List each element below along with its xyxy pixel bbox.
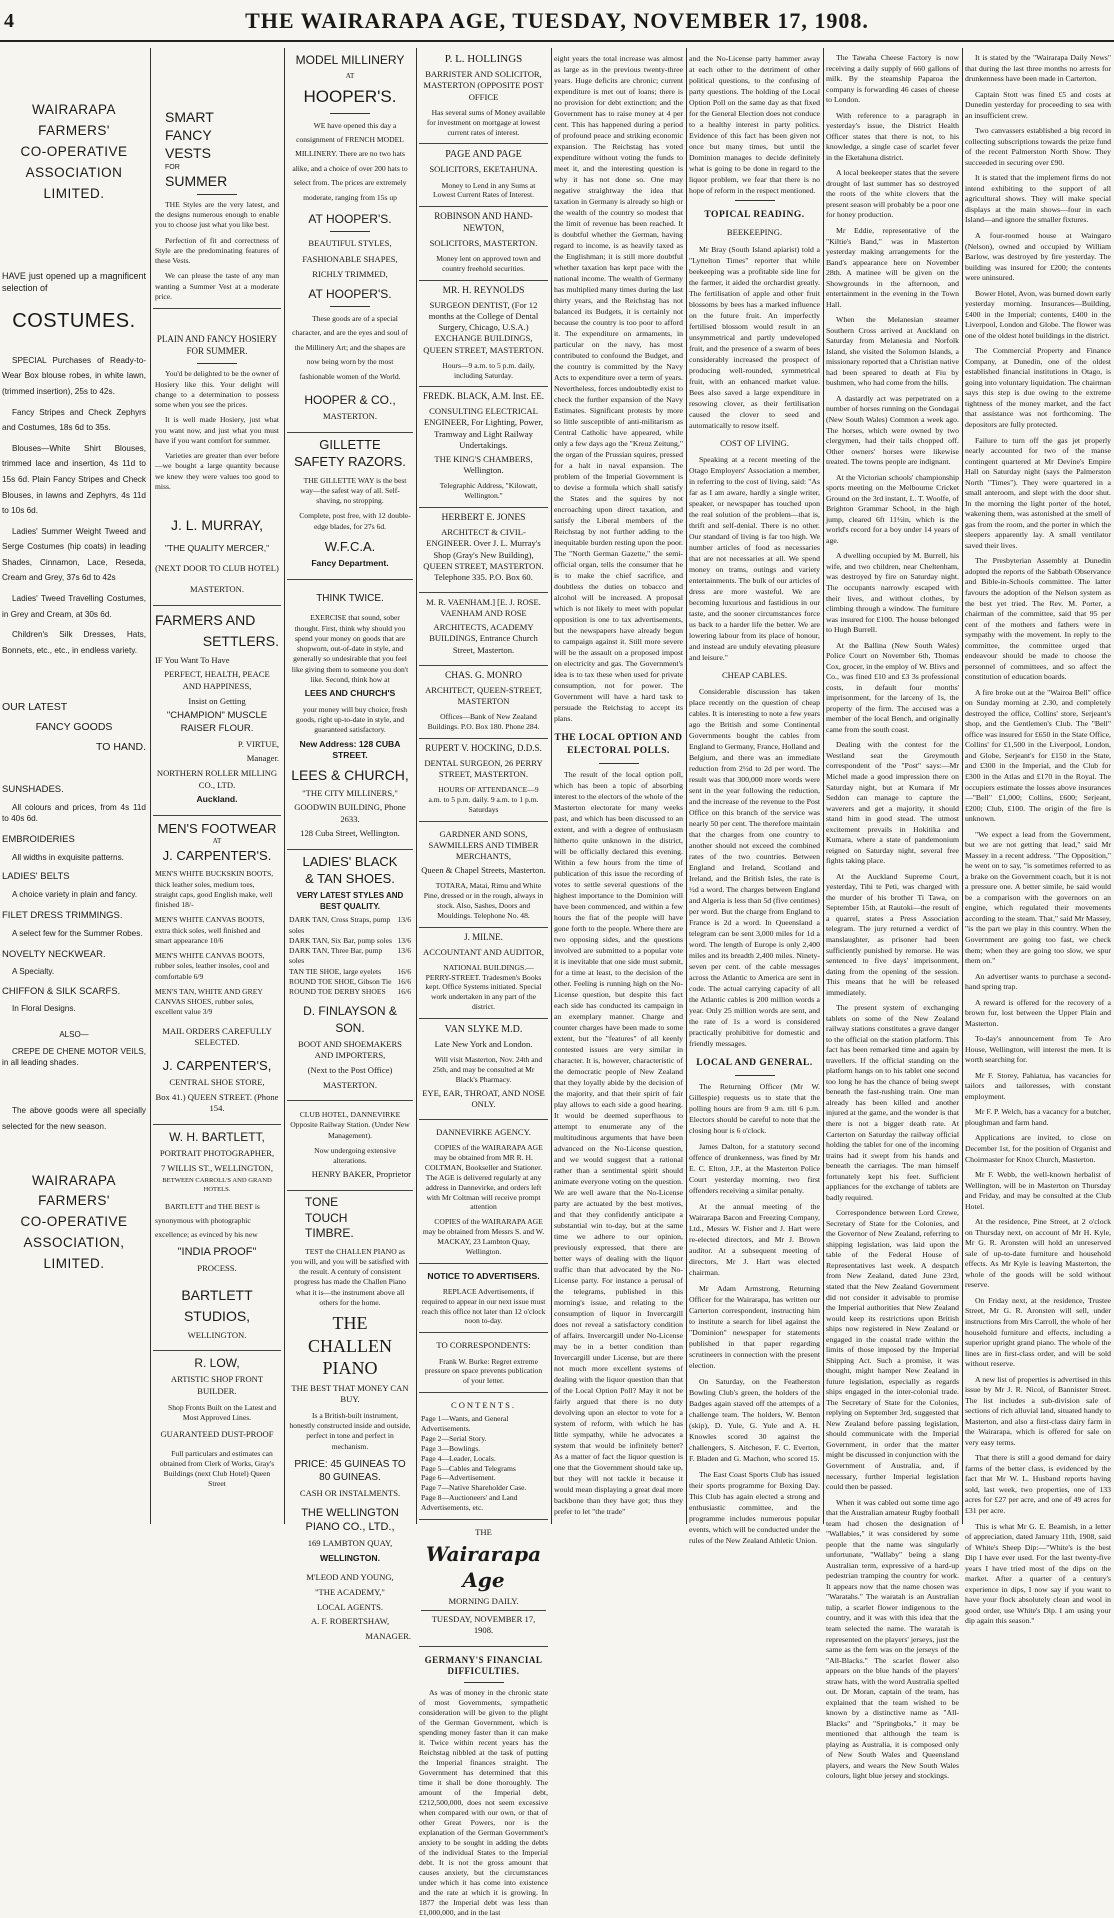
contents-item: Page 8—Auctioneers' and Land Advertisements, etc.: [421, 1493, 518, 1512]
costumes-intro: HAVE just opened up a magnificent selection of: [2, 270, 146, 293]
column-2-ads: [153, 48, 281, 1524]
news-item: When it was cabled out some time ago that the Australian amateur Rugby football team had chosen the designation of "Wallabies," it was considered by some people that the name was singularly unfortunate, "Wallaby" being a slang Australian term, expressive of a hard-up pedestrian tramping the country for work. It appears now that the name chosen was "Waratahs." The waratah is an Australian tulip, a scarlet flower indigenous to the country, and it was with this idea that the team selected the name. The waratah is represented on the players' jerseys, just the same as the fern was on the jerseys of the "All-Blacks." The scarlet flower also appears on the blue hands of the players' straw hats, with the word Australia spelled out. Dr Moran, captain of the team, has explained that the team wished to be known by a distinctive name as "All-Blacks" and "Springboks," it may be mentioned that although the team is playing as Australia, it is composed only of New South Wales and Queensland players, and wears the New South Wales colours, light blue jersey and stockings.: [826, 1497, 959, 1781]
news-item: With reference to a paragraph in yesterday's issue, the District Health Officer states that there is not, to his knowledge, a single case of scarlet fever in the Eketahuna district.: [826, 110, 959, 162]
robinson-card: ROBINSON AND HAND-NEWTON, SOLICITORS, MASTERTON. Money lent on approved town and country freehold securities.: [419, 207, 548, 280]
sunshades-text: All colours and prices, from 4s 11d to 40s 6d.: [2, 802, 146, 823]
millinery-ad: MODEL MILLINERY AT HOOPER'S. WE have opened this day a consignment of FRENCH MODEL MILLINERY. There are no two hats alike, and a choice of over 200 hats to select from. The prices are extremely moderate, ranging from 15s up AT HOOPER'S. BEAUTIFUL STYLES, FASHIONABLE SHAPES, RICHLY TRIMMED, AT HOOPER'S. These goods are of a special character, and are the eyes and soul of the Millinery Art; and the shapes are now being worn by the most fashionable women of the World. HOOPER & CO., MASTERTON.: [287, 48, 413, 433]
column-7-news: [826, 48, 960, 1781]
beekeeping-article: Mr Bray (South Island apiarist) told a "Lyttelton Times" reporter that while beekeeping was a profitable side line for the farmer, it aided the orchardist greatly. The fertilisation of apple and other fruit blossoms by bees has a marked influence on the future fruit. An imperfectly fertilised blossom would result in an unsymmetrical and partly undeveloped fruit, and the presence of a swarm of bees considerably increased the prospect of producing well-rounded, symmetrical fruit, with an enhanced market value. Bees also saved a large expenditure in resowing clover, as their fertilisation caused the clover to seed and automatically to resow itself.: [689, 244, 820, 430]
shoe-price-row: DARK TAN, Six Bar, pump soles 13/6: [289, 935, 411, 945]
news-item: The Tawaha Cheese Factory is now receiving a daily supply of 660 gallons of milk. By the steamship Paparoa the company is forwarding 46 cases of cheese to London.: [826, 53, 959, 105]
special-item: Ladies' Tweed Travelling Costumes, in Grey and Cream, at 30s 6d.: [2, 593, 146, 619]
news-item: Captain Stott was fined £5 and costs at Dunedin yesterday for proceeding to sea with an insufficient crew.: [965, 89, 1111, 120]
crepe-text: CREPE DE CHENE MOTOR VEILS, in all leading shades.: [2, 1047, 146, 1068]
news-item: Mr F. Webb, the well-known herbalist of Wellington, will be in Masterton on Thursday and Friday, and may be consulted at the Club Hotel.: [965, 1170, 1111, 1211]
closing-text: The above goods were all specially selected for the new season.: [2, 1106, 146, 1131]
news-item: At the Ballina (New South Wales) Police Court on November 6th, Thomas Cox, grocer, in the employ of W. Blivs and Co., was fined £10 and £3 3s professional costs, in default four months' imprisonment, for the larceny of 1s, the property of the firm. The accused was a member of the local Bench, and originally came from the south coast.: [826, 640, 959, 734]
specials-list: [2, 353, 146, 658]
belts-text: A choice variety in plain and fancy.: [12, 889, 138, 899]
page-number: 4: [4, 10, 14, 32]
flour-ad: FARMERS AND SETTLERS. IF You Want To Have PERFECT, HEALTH, PEACE AND HAPPINESS, Insist on Getting "CHAMPION" MUSCLE RAISER FLOUR. P. VIRTUE, Manager. NORTHERN ROLLER MILLING CO., LTD. Auckland.: [153, 606, 281, 816]
germany-article: GERMANY'S FINANCIAL DIFFICULTIES. As was of money in the chronic state of most Governments, sympathetic consideration will be given to the plight of the German Government, which is spending money faster than it can make it. Twice within recent years has the Reichstag nibbled at the task of putting the Imperial finances straight. The Government has determined that this time it shall be done thoroughly. The amount of the Imperial debt, £212,500,000, does not seem excessive when compared with our own, or that of other Great Powers, nor is the explanation of the German Government's anxiety to be sought in adding the debts of the individual States to the Imperial debt. It is not the gross amount that causes anxiety, but the circumstances under which it has come into existence and the rate at which it is growing. In 1877 the Imperial debt was less than £1,000,000, and in the last: [419, 1654, 548, 1917]
also-label: ALSO—: [59, 1030, 89, 1040]
local-option-heading: THE LOCAL OPTION AND ELECTORAL POLLS.: [554, 733, 683, 757]
column-8-news: [965, 48, 1111, 1626]
news-item: A local beekeeper states that the severe drought of last summer has so destroyed the roots of the white clovers that the present season will probably be a poor one for honey production.: [826, 168, 959, 220]
news-item: On Saturday, on the Featherston Bowling Club's green, the holders of the Badges again staved off the attempts of a challenge team. The holders, W. Benton (skip), D. Yule, G. Yule and A. H. Knowles scored 30 against the challengers, S. Aitcheson, F. C. Everton, F. Bladen and G. Machon, who scored 15.: [689, 1376, 820, 1463]
news-item: On Friday next, at the residence, Trustee Street, Mr G. R. Aronsten will sell, under instructions from Mrs Carroll, the whole of her household furniture and effects, including a superior upright grand piano. The whole of the lines are in first-class order, and will be sold without reserve.: [965, 1295, 1111, 1369]
hosiery-ad: PLAIN AND FANCY HOSIERY FOR SUMMER. You'd be delighted to be the owner of Hosiery like this. Your delight will change to a determination to possess some when you see the prices. It is well made Hosiery, just what you want now, and just what you must have if you want comfort for summer. Varieties are greater than ever before —we bought a large quantity because we knew they were values too good to miss. J. L. MURRAY, "THE QUALITY MERCER," (NEXT DOOR TO CLUB HOTEL) MASTERTON.: [153, 309, 281, 606]
column-rule: [686, 48, 687, 1524]
special-item: SPECIAL Purchases of Ready-to-Wear Box blouse robes, in white lawn, (trimmed insertion), 25s to 42s.: [2, 355, 146, 397]
news-item: Two canvassers established a big record in collecting subscriptions towards the prize fund of the recent Palmerston North Show. They succeeded in securing over £90.: [965, 126, 1111, 167]
page-card: PAGE AND PAGE SOLICITORS, EKETAHUNA. Money to Lend in any Sums at Lowest Current Rates of Interest.: [419, 144, 548, 207]
column-rule: [150, 48, 151, 1524]
news-item: Bower Hotel, Avon, was burned down early yesterday morning. Insurances—Building, £400 in the Imperial; contents, £400 in the Liverpool, London and Globe. The flower was one of the oldest hotel buildings in the district.: [965, 288, 1111, 340]
jones-card: HERBERT E. JONES ARCHITECT & CIVIL-ENGINEER. Over J. L. Murray's Shop (Gray's New Building), QUEEN STREET, MASTERTON. Telephone 335. P.O. Box 60.: [419, 508, 548, 593]
news-item: The East Coast Sports Club has issued their sports programme for Boxing Day. This Club has again elected a strong and enthusiastic committee, and the programme includes numerous popular events, which will be conducted under the rules of the New Zealand Athletic Union.: [689, 1469, 820, 1545]
fancy-goods: OUR LATEST FANCY GOODS TO HAND.: [2, 701, 146, 754]
news-item: Dealing with the contest for the Westland seat the Greymouth correspondent of the "Post" says:—Mr Michel made a good impression there on Saturday night, but at Kumara if Mr Seddon can manage to capture the waverers and get a majority, it should stand him in good stead. The utmost excitement prevails in Hokitika and Kumara, where a state of pandemonium reigned on Saturday night, several free fights taking place.: [826, 740, 959, 866]
column-rule: [284, 48, 285, 1524]
news-item: An advertiser wants to purchase a second-hand spring trap.: [965, 971, 1111, 992]
news-item: That there is still a good demand for dairy farms of the better class, is evidenced by the fact that Mr W. L. Husband reports having sold, last week, two properties, one of 133 acres for £27 per acre, and one of 49 acres for £31 per acre.: [965, 1453, 1111, 1515]
shoe-price-row: DARK TAN, Three Bar, pump soles 13/6: [289, 946, 411, 966]
embroideries-title: EMBROIDERIES: [2, 834, 75, 846]
news-item: Applications are invited, to close on December 1st, for the position of Organist and Choirmaster for Knox Church, Masterton.: [965, 1133, 1111, 1164]
news-item: This is what Mr G. E. Beamish, in a letter of appreciation, dated January 11th, 1908, said of White's Sheep Dip:—"White's is the best Dip I have ever used. For the last twenty-five years I have tried most of the dips on the market. After a quarter of a century's experience in dips, I now say if you want to have your flock absolutely clean and wool in good order, use White's Dip. I am using your dip again this season.": [965, 1521, 1111, 1626]
vaenham-card: M. R. VAENHAM.] [E. J. ROSE. VAENHAM AND ROSE ARCHITECTS, ACADEMY BUILDINGS, Entrance Church Street, Masterton.: [419, 593, 548, 666]
news-item: The Returning Officer (Mr W. Gillespie) requests us to state that the polling hours are from 9 a.m. till 6 p.m. Electors should be careful to note that the closing hour is 6 o'clock.: [689, 1081, 820, 1135]
shoe-price-row: DARK TAN, Cross Straps, pump soles 13/6: [289, 915, 411, 935]
farmers-association-name: WAIRARAPA FARMERS' CO-OPERATIVE ASSOCIATION LIMITED.: [20, 102, 128, 201]
news-item: To-day's announcement from Te Aro House, Wellington, will interest the men. It is worth searching for.: [965, 1034, 1111, 1065]
column-4-professional: [419, 48, 548, 1917]
to-correspondents: TO CORRESPONDENTS: Frank W. Burke: Regret extreme pressure on space prevents publication of your letter.: [419, 1333, 548, 1393]
news-item: "We expect a lead from the Government, but we are not getting that lead," said Mr Massey in a recent address. "The Opposition," he went on to say, "is sometimes referred to as a brake on the Government coach, but it is not a pressure one. A better simile, he said would be a comparison with the governors on an engine, which regulated their movements according to the steam. That," said Mr Massey, "is the part we play in this country. When the Government are going too fast, we check them; when they are going too slow, we spur them on.": [965, 829, 1111, 966]
news-item: A reward is offered for the recovery of a brown fur, lost between the Upper Plain and Masterton.: [965, 997, 1111, 1028]
local-general-heading: LOCAL AND GENERAL.: [696, 1058, 813, 1069]
contents-item: Page 2—Serial Story.: [421, 1433, 487, 1443]
paper-nameplate: THE Wairarapa Age MORNING DAILY. TUESDAY, NOVEMBER 17, 1908.: [419, 1520, 548, 1647]
special-item: Fancy Stripes and Check Zephyrs and Costumes, 18s 6d to 35s.: [2, 407, 146, 433]
club-hotel-ad: CLUB HOTEL, DANNEVIRKE Opposite Railway Station. (Under New Management). Now undergoing extensive alterations. HENRY BAKER, Proprietor: [287, 1101, 413, 1191]
news-item: The Presbyterian Assembly at Dunedin adopted the reports of the Sabbath Observance and Bible-in-Schools committee. The latter favours the adoption of the Nelson system as the best yet tried. The Rev. M. Porter, a chairman of the committee, said that 95 per cent of the mothers and fathers were in sympathy with the movement. In reply to the committee, the committee urged that endeavour should be made to choose the personnel of committees, and so affect the constitution of education boards.: [965, 556, 1111, 682]
news-item: It is stated that the implement firms do not intend exhibiting to the support of all agricultural shows. They will make special displays at the main shows—four in each Island—and ignore the smaller fixtures.: [965, 173, 1111, 225]
ladies-shoes-ad: LADIES' BLACK & TAN SHOES. VERY LATEST STYLES AND BEST QUALITY. DARK TAN, Cross Straps, pump soles 13/6 DARK TAN, Six Bar, pump soles 13/6 DARK TAN, Three Bar, pump soles 13/6 TAN TIE SHOE, large eyelets 16/6 ROUND TOE SHOE, Gibson Tie 16/6 ROUND TOE DERBY SHOES 16/6 D. FINLAYSON & SON. BOOT AND SHOEMAKERS AND IMPORTERS, (Next to the Post Office) MASTERTON.: [287, 850, 413, 1101]
mens-footwear-ad: MEN'S FOOTWEAR AT J. CARPENTER'S. MEN'S WHITE BUCKSKIN BOOTS, thick leather soles, medium toes, straight caps, good English make, well finished 18/- MEN'S WHITE CANVAS BOOTS, extra thick soles, well finished and smart appearance 10/6 MEN'S WHITE CANVAS BOOTS, rubber soles, leather insoles, cool and comfortable 6/9 MEN'S TAN, WHITE AND GREY CANVAS SHOES, rubber soles, excellent value 3/9 MAIL ORDERS CAREFULLY SELECTED. J. CARPENTER'S, CENTRAL SHOE STORE, Box 41.) QUEEN STREET. (Phone 154.: [153, 816, 281, 1125]
special-item: Blouses—White Shirt Blouses, trimmed lace and insertion, 4s 11d to 15s 6d. Plain Fancy Stripes and Check Blouses, in lawns and Zephyrs, 4s 11d to 10s 6d.: [2, 443, 146, 516]
cheap-cables-article: Considerable discussion has taken place recently on the question of cheap cables. It is interesting to note a few years ago the British and some Continental Governments bought the cables from England to Germany, France, Holland and Belgium, and there was an immediate reduction from 2½d to 2d per word. The result was that 300,000 more words were sent in the year following the reduction, and the increase of the revenue to the Post Office on this branch of the service was nearly 50 per cent. The therefore maintain that the charges from one country to another should not exceed the combined rates of the two countries. Between England and Ireland, Scotland and Ireland, and the British Isles, the rate is ½d a word. The charges between England and Algeria is less than 5d (five centimes) per word. But the charge from England to France is 2d a word. In Queensland a telegram can be sent 3,000 miles for 1d a word. The length of Europe is only 2,400 miles and its breadth 2,400 miles. Ninety-seven per cent. of the cable messages across the Atlantic to America are sent in code. The actual carrying capacity of all the Atlantic cables is 200 million words a year. Only 25 million words are sent, and the rate of 1s a word is considered practically prohibitive for domestic and friendly messages.: [689, 687, 820, 1049]
farmers-association-name-footer: WAIRARAPA FARMERS' CO-OPERATIVE ASSOCIATION, LIMITED.: [20, 1172, 128, 1272]
black-card: FREDK. BLACK, A.M. Inst. EE. CONSULTING ELECTRICAL ENGINEER, For Lighting, Power, Tramway and Light Railway Undertakings. THE KING'S CHAMBERS, Wellington. Telegraphic Address, "Kilowatt, Wellington.": [419, 387, 548, 507]
contents-item: Page 4—Leader, Locals.: [421, 1453, 496, 1463]
neckwear-text: A Specialty.: [12, 967, 55, 977]
neckwear-title: NOVELTY NECKWEAR.: [2, 948, 106, 960]
contents-item: Page 6—Advertisement.: [421, 1473, 496, 1483]
reynolds-card: MR. H. REYNOLDS SURGEON DENTIST, (For 12 months at the College of Dental Surgery, Chicago, U.S.A.) EXCHANGE BUILDINGS, QUEEN STREET, MASTERTON. Hours—9 a.m. to 5 p.m. daily, including Saturday.: [419, 281, 548, 388]
dannevirke-agency: DANNEVIRKE AGENCY. COPIES of the WAIRARAPA AGE may be obtained from MR R. H. COLTMAN, Bookseller and Stationer. The AGE is delivered regularly at any address in Dannevirke, and orders left with Mr Coltman will receive prompt attention COPIES of the WAIRARAPA AGE may be obtained from Messrs S. and W. MACKAY, 23 Lambton Quay, Wellington.: [419, 1120, 548, 1264]
news-item: The Commercial Property and Finance Company, at Dunedin, one of the oldest established financial institutions in Otago, is going into voluntary liquidation. The chairman says this step is due owing to the extreme tightness of the money market, and the fact that assistance was not forthcoming. The depositors are fully protected.: [965, 346, 1111, 429]
news-item: A fire broke out at the "Wairoa Bell" office on Sunday morning at 2.30, and completely destroyed the office, Collins' store, Serjeant's shop, and the Gentlemen's Club. The "Bell" office was insured for £650 in the State Office, Collins' for £1,500 in the Liverpool, London, and Globe, Serjeant's for £150 in the State, and £300 in the Imperial, and the Club for £300 in the Atlas and £170 in the Royal. The occupiers estimate the losses above insurances—"Bell" £1,000; Collins, £600; Serjeant, £200; Club, £100. The origin of the fire is unknown.: [965, 687, 1111, 824]
masthead: [0, 0, 1114, 48]
embroideries-text: All widths in exquisite patterns.: [12, 852, 124, 862]
masthead-rule: [0, 40, 1114, 42]
hollings-card: P. L. HOLLINGS BARRISTER AND SOLICITOR, MASTERTON (OPPOSITE POST OFFICE Has several sums of Money available for investment on mortgage at lowest current rates of interest.: [419, 48, 548, 144]
news-item: At the annual meeting of the Wairarapa Bacon and Freezing Company, Ltd., Messrs W. Fisher and J. Hart were re-elected directors, and Mr J. Brown auditor. At a subsequent meeting of directors, Mr J. Hart was elected chairman.: [689, 1201, 820, 1277]
germany-article-cont: eight years the total increase was almost as large as in the previous twenty-three years. Huge deficits are chronic; current expenditure is met out of loans; there is no provision for debt extinction; and the Government has to raise money at 4 per cent. This has happened during a period of profound peace and striking economic expansion. The Reichstag has voted expenditure without voting the funds to meet it, and the interesting question is why it has not done so. One may negative straightway the idea that taxation in Germany is already so high or the wealth of the country so modest that the limit of revenue has been reached. It is doubtful whether the German, having regard to income, is as heavily taxed as the Englishman; it is still more doubtful whether taxation has kept pace with the national income. The wealth of Germany has multiplied many times during the last thirty years, and the Reichstag has not balanced its Budgets, it is certainly not because the country is too poor to afford it. The expenditure on armaments, in particular on the navy, has most contributed to confound the Budget, and the country is committed by the Navy Acts to expenditure over a term of years. Nevertheless, forces undoubtedly exist to check the further expansion of the Navy Estimates. Significant protests by more so little susceptible of anti-militarism as Central Catholic have appeared, while only a few days ago the "Kreuz Zeitung," the organ of the Prussian squires, pressed for a halt in naval expansion. The problem of the Imperial Government is to devise a formula which shall satisfy the States and the squires by not encroaching upon direct taxation, and satisfy the Liberal members of the Reichstag by not further adding to the inequitable burden resting upon the poor. The "North German Gazette," the semi-official organ, tells the consumer that he is to make the chief sacrifice, and doubtless the duties on tobacco and alcohol will be increased. A proposal which is not likely to meet with popular opposition is one to tax advertisements, but the newspapers have already begun to campaign against it. Still more severe will be the assault on a proposed impost on electricity and gas. The Government's idea is to tax these when used for private consumption, not for power. The Government will have a hard task to persuade the Reichstag to accept its plans.: [554, 54, 683, 723]
notice-to-advertisers: NOTICE TO ADVERTISERS. REPLACE Advertisements, if required to appear in our next issue must reach this office not later than 12 o'clock noon to-day.: [419, 1264, 548, 1334]
low-ad: R. LOW, ARTISTIC SHOP FRONT BUILDER. Shop Fronts Built on the Latest and Most Approved Lines. GUARANTEED DUST-PROOF Full particulars and estimates can obtained from Clerk of Works, Gray's Buildings (next Club Hotel) Queen Street: [159, 1356, 276, 1489]
contents-item: Page 1—Wants, and General Advertisements.: [421, 1414, 509, 1434]
gillette-ad: GILLETTE SAFETY RAZORS. THE GILLETTE WAY is the best way—the safest way of all. Self-shaving, no stropping. Complete, post free, with 12 double-edge blades, for 27s 6d. W.F.C.A. Fancy Department.: [287, 433, 413, 580]
vests-ad: SMART FANCY VESTS FOR SUMMER THE Styles are the very latest, and the designs numerous enough to enable you to choose just what you like best. Perfection of fit and correctness of Style are the predominating features of these Vests. We can please the taste of any man wanting a Summer Vest at a moderate price.: [153, 48, 281, 309]
column-5-articles: [554, 48, 683, 1524]
cost-of-living-article: Speaking at a recent meeting of the Otago Employers' Association a member, in referring to the cost of living, said: "As far as I am aware, hardly a single writer, speaker, or newspaper has touched upon the real solution of the problem—that is, thrift and self-denial. There is no other. Our standard of living is far too high. We number articles of food as necessaries that are not necessaries at all. We spend money on trams, outings and variety entertainments. The bulk of our articles of dress are more wasteful. We are becoming luxurious and fastidious in our taste, and the sooner circumstances force us back to a harder life the better. We are lowering labour from its place of honour, and instead are unduly elevating pleasure and leisure.": [689, 454, 820, 662]
van-slyke-card: VAN SLYKE M.D. Late New York and London. Will visit Masterton, Nov. 24th and 25th, and may be consulted at Mr Black's Pharmacy. EYE, EAR, THROAT, AND NOSE ONLY.: [419, 1019, 548, 1120]
column-rule: [962, 48, 963, 1524]
column-1-farmers-ad: [2, 48, 146, 1524]
column-6-articles: [689, 48, 820, 1545]
news-item: Mr F. P. Welch, has a vacancy for a butcher, ploughman and farm hand.: [965, 1107, 1111, 1127]
filet-text: A select few for the Summer Robes.: [12, 928, 143, 938]
contents-list: CONTENTS. Page 1—Wants, and General Advertisements. Page 2—Serial Story. Page 3—Bowlings. Page 4—Leader, Locals. Page 5—Cables and Telegrams Page 6—Advertisement. Page 7—Native Shareholder Case. Page 8—Auctioneers' and Land Advertisements, etc.: [419, 1393, 548, 1520]
column-rule: [823, 48, 824, 1524]
news-item: James Dalton, for a statutory second offence of drunkenness, was fined by Mr E. C. Elton, J.P., at the Masterton Police Court yesterday morning, two first offenders receiving a similar penalty.: [689, 1141, 820, 1195]
shoe-price-row: TAN TIE SHOE, large eyelets 16/6: [289, 966, 411, 976]
costumes-title: COSTUMES.: [12, 309, 136, 332]
news-item: Mr F. Storey, Pahiatua, has vacancies for tailors and tailoresses, with constant employment.: [965, 1070, 1111, 1101]
shoe-price-row: ROUND TOE SHOE, Gibson Tie 16/6: [289, 976, 411, 986]
special-item: Ladies' Summer Weight Tweed and Serge Costumes (hip coats) in leading Shades, Cinnamon, Lace, Reseda, Cream and Grey, 37s 6d to 42s: [2, 526, 146, 583]
contents-item: Page 3—Bowlings.: [421, 1443, 481, 1453]
filet-title: FILET DRESS TRIMMINGS.: [2, 909, 123, 921]
topical-heading: TOPICAL READING.: [704, 210, 805, 220]
news-item: At the residence, Pine Street, at 2 o'clock on Thursday next, on account of Mr H. Kyle, Mr G. R. Aronsten will hold an unreserved sale of up-to-date furniture and household effects. As Mr Kyle is leaving Masterton, the whole of the goods will be sold without reserve.: [965, 1217, 1111, 1290]
column-rule: [416, 48, 417, 1524]
gardner-card: GARDNER AND SONS, SAWMILLERS AND TIMBER MERCHANTS, Queen & Chapel Streets, Masterton. TOTARA, Matai, Rimu and White Pine, dressed or in the rough, always in stock. Also, Sashes, Doors and Mouldings. Telephone No. 48.: [419, 822, 548, 928]
news-item: When the Melanesian steamer Southern Cross arrived at Auckland on Saturday from Melanesia and Norfolk Island, she visited the Solomon Islands, a missionary reported that a Christian native had been speared to death at Fiu by bushmen, who had come from the hills.: [826, 315, 959, 388]
column-3-ads: [287, 48, 413, 1641]
news-item: A dwelling occupied by M. Burrell, his wife, and two children, near Cheltenham, was destroyed by fire on Saturday night. The occupants narrowly escaped with their lives, and without clothes, by climbing through a window. The furniture was insured for £100. The house belonged to Hugh Burrell.: [826, 551, 959, 635]
newspaper-title: THE WAIRARAPA AGE, TUESDAY, NOVEMBER 17, 1908.: [245, 8, 869, 33]
challen-piano-ad: TONE TOUCH TIMBRE. TEST the CHALLEN PIANO as you will, and you will be satisfied with the result. A century of consistent progress has made the Challen Piano what it is—the instrument above all others for the home. THE CHALLEN PIANO THE BEST THAT MONEY CAN BUY. Is a British-built instrument, honestly constructed inside and outside, perfect in tone and perfect in mechanism. PRICE: 45 GUINEAS TO 80 GUINEAS. CASH OR INSTALMENTS. THE WELLINGTON PIANO CO., LTD., 169 LAMBTON QUAY, WELLINGTON. M'LEOD AND YOUNG, "THE ACADEMY," LOCAL AGENTS. A. F. ROBERTSHAW, MANAGER.: [289, 1194, 411, 1641]
shoe-price-row: ROUND TOE DERBY SHOES 16/6: [289, 987, 411, 997]
column-rule: [551, 48, 552, 1524]
news-item: A new list of properties is advertised in this issue by Mr J. R. Nicol, of Bannister Street. The list includes a sub-division sale of sections of rich alluvial land, situated handy to Masterton, and also a first-class dairy farm in the Wairarapa, which is offered for sale on very easy terms.: [965, 1374, 1111, 1447]
news-item: It is stated by the "Wairarapa Daily News" that during the last three months no arrests for drunkenness have been made in Carterton.: [965, 53, 1111, 84]
belts-title: LADIES' BELTS: [2, 870, 70, 882]
beekeeping-heading: BEEKEEPING.: [726, 227, 783, 238]
news-item: Failure to turn off the gas jet properly nearly accounted for two of the manse contingent quartered at Mr Devine's Empire Hall on Saturday night (says the Palmerston North "Times"). They were quartered in a small anteroom, and slept with the door shut. In the morning the light porter of the hotel, wakening them, was astonished at the smell of gas from the room, and the porter in which the sleepers apparently lay. A small ventilator saved their lives.: [965, 435, 1111, 550]
paper-name: Wairarapa Age: [425, 1542, 542, 1593]
sunshades-title: SUNSHADES.: [2, 784, 64, 796]
think-twice-ad: THINK TWICE. EXERCISE that sound, sober thought. First, think why should you spend your money on goods that are shopworn, out-of-date in style, and generally so undesirable that you feel like giving them to someone you don't like. Second, think how at LEES AND CHURCH'S your money will buy choice, fresh goods, right up-to-date in style, and guaranteed satisfactory. New Address: 128 CUBA STREET. LEES & CHURCH, "THE CITY MILLINERS," GOODWIN BUILDING, Phone 2633. 128 Cuba Street, Wellington.: [287, 580, 413, 850]
special-item: Children's Silk Dresses, Hats, Bonnets, etc., etc., in endless variety.: [2, 630, 146, 655]
news-item: A dastardly act was perpetrated on a number of horses running on the Gondagai (New South Wales) Common a week ago. The horses, which were owned by two clergymen, had their tails chopped off. Other owners' horses were likewise treated. The towns people are indignant.: [826, 393, 960, 467]
contents-item: Page 7—Native Shareholder Case.: [421, 1483, 527, 1493]
monro-card: CHAS. G. MONRO ARCHITECT, QUEEN-STREET, MASTERTON Offices—Bank of New Zealand Buildings. P.O. Box 180. Phone 284.: [419, 666, 548, 739]
chiffon-title: CHIFFON & SILK SCARFS.: [2, 985, 121, 997]
shoe-price-list: [289, 915, 411, 997]
hocking-card: RUPERT V. HOCKING, D.D.S. DENTAL SURGEON, 26 PERRY STREET, MASTERTON. HOURS OF ATTENDANCE—9 a.m. to 5 p.m. daily. 9 a.m. to 1 p.m. Saturdays: [419, 739, 548, 822]
news-item: At the Auckland Supreme Court, yesterday, Tihi te Peti, was charged with the murder of his brother Ti Tawa, on September 15th, at Rautoki—the result of a quarrel, states a Press Association telegram. The jury returned a verdict of manslaughter, as prisoner had been sufficiently punished by remorse. He was sentenced to five days' imprisonment, dating from the opening of the session. This means that he will be released immediately.: [826, 871, 959, 997]
news-item: At the Victorian schools' championship sports meeting on the Melbourne Cricket Ground on the 3rd instant, L. T. Woolfe, of Brighton Grammar School, in the high jump, cleared 6ft 11½in, which is the world's record for a boy under 14 years of age.: [826, 472, 959, 545]
news-item: The present system of exchanging tablets on some of the New Zealand railway stations constitutes a grave danger to the official on the station platform. This fact has been remarked time and again by travellers. If the official standing on the platform hangs on to his tablet one second too long he has the chance of being swept beneath the fast-rushing train. One man already has been killed and another injured at the game, and the wonder is that there is not a bigger death rate. At Carterton on Saturday the railway official holding the tablet for one of the incoming trains had it swept from his hands and beneath the carriages. The man himself fortunately kept his feet. Sufficient appliances for the exchange of tablets are badly required.: [826, 1003, 959, 1202]
news-item: Correspondence between Lord Crewe, Secretary of State for the Colonies, and the Governor of New Zealand, referring to shipping legislation, was laid upon the table of the Federal House of Representatives last week. A despatch from New Zealand, dated June 23rd, stated that the New Zealand Government did not consider it advisable to promise the Imperial authorities that New Zealand would keep its restrictions upon British ships now registered in New Zealand or engaged in the coastal trade within the limits of those imposed by the Imperial Shipping Act. Such a promise, it was thought, might hamper New Zealand in future legislation, especially as regards ships engaged in the inter-colonial trade. The Secretary of State for the Colonies, replying on September 3rd, suggested that New Zealand before passing legislation, should communicate with the Imperial Government, in order that the matter might be discussed in conjunction with the Government of Australia, and, if necessary, further Imperial legislation could then be passed.: [826, 1208, 959, 1492]
news-item: Mr Adam Armstrong, Returning Officer for the Wairarapa, has written our Carterton correspondent, instructing him to institute a search for libel against the "Dominion" newspaper for statements published in that paper regarding scrutineers in connection with the present election.: [689, 1283, 820, 1370]
news-item: A four-roomed house at Waingaro (Nelson), owned and occupied by William Barlow, was destroyed by fire yesterday. The building was insured for £200; the contents were uninsured.: [965, 230, 1111, 283]
bartlett-ad: W. H. BARTLETT, PORTRAIT PHOTOGRAPHER, 7 WILLIS ST., WELLINGTON, BETWEEN CARROLL'S AND GRAND HOTELS. BARTLETT and THE BEST is synonymous with photographic excellence; as evinced by his new "INDIA PROOF" PROCESS. BARTLETT STUDIOS, WELLINGTON.: [153, 1125, 281, 1351]
chiffon-text: In Floral Designs.: [12, 1004, 76, 1014]
news-item: Mr Eddie, representative of the "Kiltie's Band," was in Masterton yesterday making arrangements for the Band's appearance here on November 28th. A matinee will be given on the Showgrounds in the afternoon, and entertainment in the evening in the Town Hall.: [826, 225, 959, 309]
local-option-article: The result of the local option poll, which has been a topic of absorbing interest to the electors of the whole of the Masterton electorate for many weeks past, and which has been discussed to an extent, and with a degree of enthusiasm hitherto quite unknown in the district, will be officially declared this evening. Within a few hours from the time of publication of this issue the recording of votes to settle several questions of the highest importance to the Dominion will have been commenced, and within a few hours the fiat of the people will have gone forth to the people. Where there are two opposing sides, and the questions involved are submitted to a popular vote it is inevitable that one side must submit, for a time at least, to the decision of the other. Feeling is running high on the No-License question, but despite this fact each side has conducted its campaign in an exemplary manner. Charge and counter charges have been made to some extent, but the "features" of all keenly contested issues are very similar in character. It is, however, characteristic of the democratic people of New Zealand that they loyally abide by the decision of the majority, and that their spirit of fair play allows to each side a good hearing. It would be deemed superfluous to attempt to enumerate any of the multitudinous arguments that have been advanced on the No-License question, and we would suggest that a rational rather than a sentimental spirit should animate everyone voting on the question. We are well aware that the No-License party are actuated by the best motives, and that they confidently anticipate a substantial win to-day, but at the same time we adhere to our opinion, previously expressed, that there are better ways of dealing with the liquor traffic than that advocated by the No-License party. For instance a perusal of the telegrams, published in this morning's issue, and relating to the consumption of liquor in Invercargill does not reveal a satisfactory condition of affairs. Invercargill under No-License may be in a better condition than Invercargill under License, but are there not much more excellent systems of dealing with the liquor question than that of the Local Option Poll? May it not be fairly argued that there is no duty devolving upon an elector to vote for a system of reform, with which he has little sympathy, while he advocates a system that would be infinitely better? As a matter of fact the liquor question is one that the Government should take up, but they will not tackle it because it would mean displaying a great deal more backbone than they have got; thus they prefer to let "the trade": [554, 769, 683, 1516]
milne-card: J. MILNE. ACCOUNTANT AND AUDITOR, NATIONAL BUILDINGS.—PERRY-STREET. Tradesmen's Books kept. Office Systems initiated. Special work undertaken in any part of the district.: [419, 928, 548, 1019]
cost-of-living-heading: COST OF LIVING.: [720, 437, 789, 448]
local-option-cont: and the No-License party hammer away at each other to the detriment of other political questions, to the confusing of party questions. The holding of the Local Option Poll on the same day as that fixed for the General Election does not conduce to a healthy interest in party politics. Evidence of this fact has been given not once but many times, but until the Dominion manages to decide definitely what is going to be done in regard to the liquor problem, we fear that there is no hope of reform in the respect mentioned.: [689, 54, 820, 195]
cheap-cables-heading: CHEAP CABLES.: [721, 669, 788, 680]
contents-item: Page 5—Cables and Telegrams: [421, 1463, 516, 1473]
